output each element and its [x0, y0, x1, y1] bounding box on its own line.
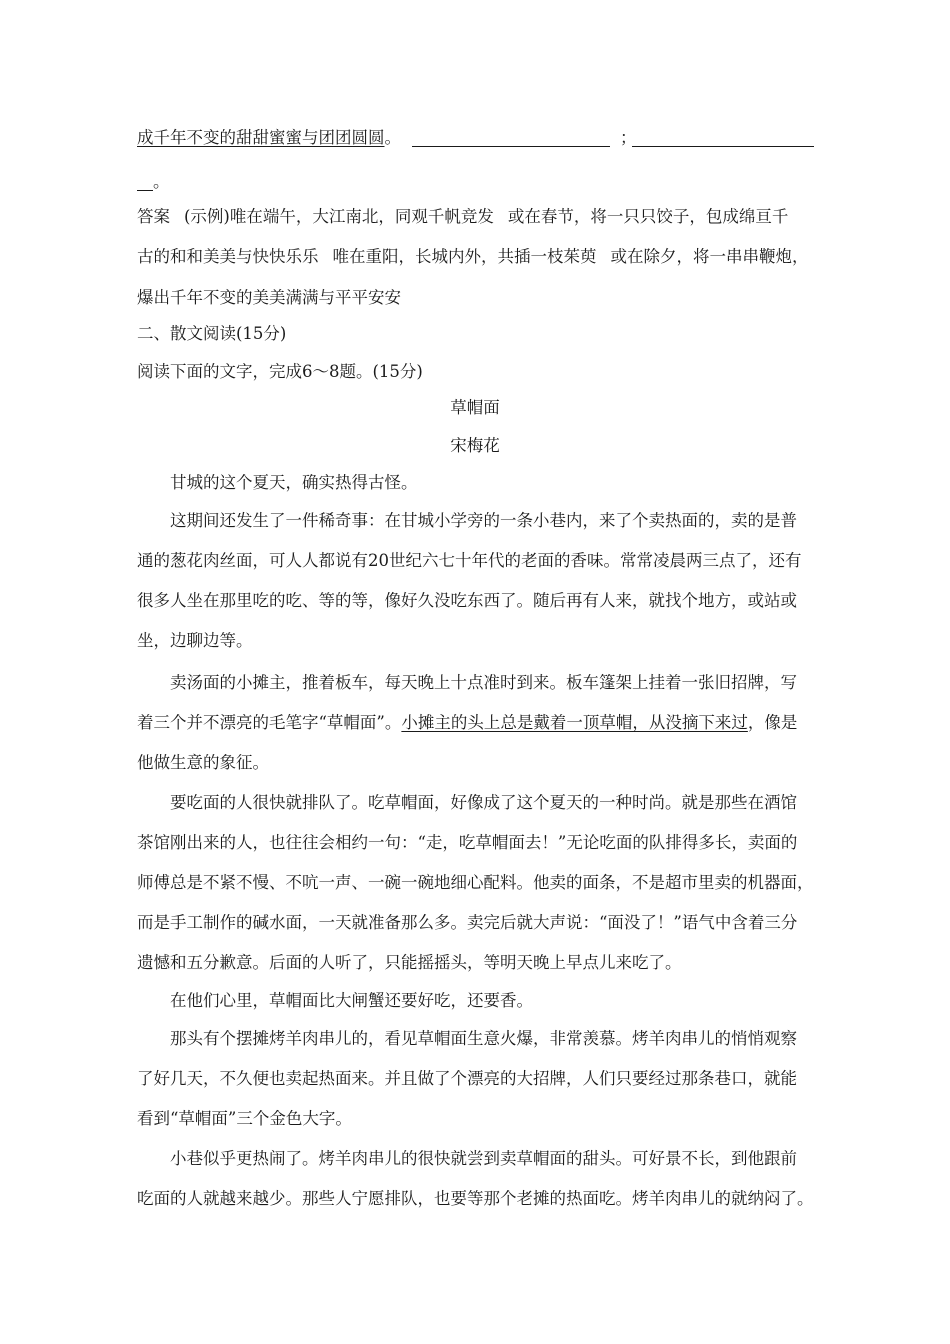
paragraph-2-line-4: 坐，边聊边等。: [137, 631, 253, 650]
paragraph-4-line-3: 师傅总是不紧不慢、不吭一声、一碗一碗地细心配料。他卖的面条，不是超市里卖的机器面，: [137, 873, 814, 892]
semicolon: ；: [620, 128, 637, 147]
paragraph-7-line-1: 小巷似乎更热闹了。烤羊肉串儿的很快就尝到卖草帽面的甜头。可好景不长，到他跟前: [170, 1149, 797, 1168]
paragraph-7-line-2: 吃面的人就越来越少。那些人宁愿排队，也要等那个老摊的热面吃。烤羊肉串儿的就纳闷了。: [137, 1189, 814, 1208]
answer-text-2a: 古的和和美美与快快乐乐: [137, 247, 319, 266]
answer-text-1a: (示例)唯在端午，大江南北，同观千帆竞发: [184, 207, 494, 226]
underlined-sentence: 成千年不变的甜甜蜜蜜与团团圆圆: [137, 128, 385, 147]
blank-tail-period: 。: [153, 172, 170, 191]
answer-label: 答案: [137, 207, 170, 226]
paragraph-3-line-2: [137, 712, 797, 734]
essay-author: 宋梅花: [450, 436, 500, 455]
answer-line-2: [137, 246, 809, 268]
paragraph-4-line-4: 而是手工制作的碱水面，一天就准备那么多。卖完后就大声说：“面没了！”语气中含着三分: [137, 913, 798, 932]
section-heading: 二、散文阅读(15分): [137, 324, 287, 343]
paragraph-6-line-2: 了好几天，不久便也卖起热面来。并且做了个漂亮的大招牌，人们只要经过那条巷口，就能: [137, 1069, 797, 1088]
period: 。: [384, 128, 401, 147]
reading-instruction: 阅读下面的文字，完成6～8题。(15分): [137, 362, 423, 381]
answer-blank-2[interactable]: [632, 146, 814, 147]
paragraph-4-line-5: 遗憾和五分歉意。后面的人听了，只能摇摇头，等明天晚上早点儿来吃了。: [137, 953, 682, 972]
paragraph-6-line-3: 看到“草帽面”三个金色大字。: [137, 1109, 352, 1128]
underlined-sentence-cap: 小摊主的头上总是戴着一顶草帽，从没摘下来过: [401, 713, 748, 732]
answer-line-3: 爆出千年不变的美美满满与平平安安: [137, 288, 401, 307]
paragraph-6-line-1: 那头有个摆摊烤羊肉串儿的，看见草帽面生意火爆，非常羡慕。烤羊肉串儿的悄悄观察: [170, 1029, 797, 1048]
paragraph-2-line-2: 通的葱花肉丝面，可人人都说有20世纪六七十年代的老面的香味。常常凌晨两三点了，还有: [137, 551, 802, 570]
essay-title: 草帽面: [450, 398, 500, 417]
paragraph-3-text-b: ，像是: [747, 713, 798, 732]
answer-text-2b: 唯在重阳，长城内外，共插一枝茱萸: [332, 247, 597, 266]
fill-in-line-1: [137, 127, 401, 149]
paragraph-2-line-3: 很多人坐在那里吃的吃、等的等，像好久没吃东西了。随后再有人来，就找个地方，或站或: [137, 591, 797, 610]
answer-blank-3[interactable]: [137, 190, 153, 191]
paragraph-3-line-1: 卖汤面的小摊主，推着板车，每天晚上十点准时到来。板车篷架上挂着一张旧招牌，写: [170, 673, 797, 692]
paragraph-4-line-2: 茶馆刚出来的人，也往往会相约一句：“走，吃草帽面去！”无论吃面的队排得多长，卖面的: [137, 833, 798, 852]
paragraph-5: 在他们心里，草帽面比大闸蟹还要好吃，还要香。: [170, 991, 533, 1010]
paragraph-1: 甘城的这个夏天，确实热得古怪。: [170, 473, 418, 492]
paragraph-3-text-a: 着三个并不漂亮的毛笔字“草帽面”。: [137, 713, 402, 732]
paragraph-4-line-1: 要吃面的人很快就排队了。吃草帽面，好像成了这个夏天的一种时尚。就是那些在酒馆: [170, 793, 797, 812]
paragraph-2-line-1: 这期间还发生了一件稀奇事：在甘城小学旁的一条小巷内，来了个卖热面的，卖的是普: [170, 511, 797, 530]
answer-line-1: [137, 206, 788, 228]
answer-text-2c: 或在除夕，将一串串鞭炮，: [610, 247, 809, 266]
paragraph-3-line-3: 他做生意的象征。: [137, 753, 269, 772]
answer-blank-1[interactable]: [412, 146, 610, 147]
answer-text-1b: 或在春节，将一只只饺子，包成绵亘千: [507, 207, 789, 226]
